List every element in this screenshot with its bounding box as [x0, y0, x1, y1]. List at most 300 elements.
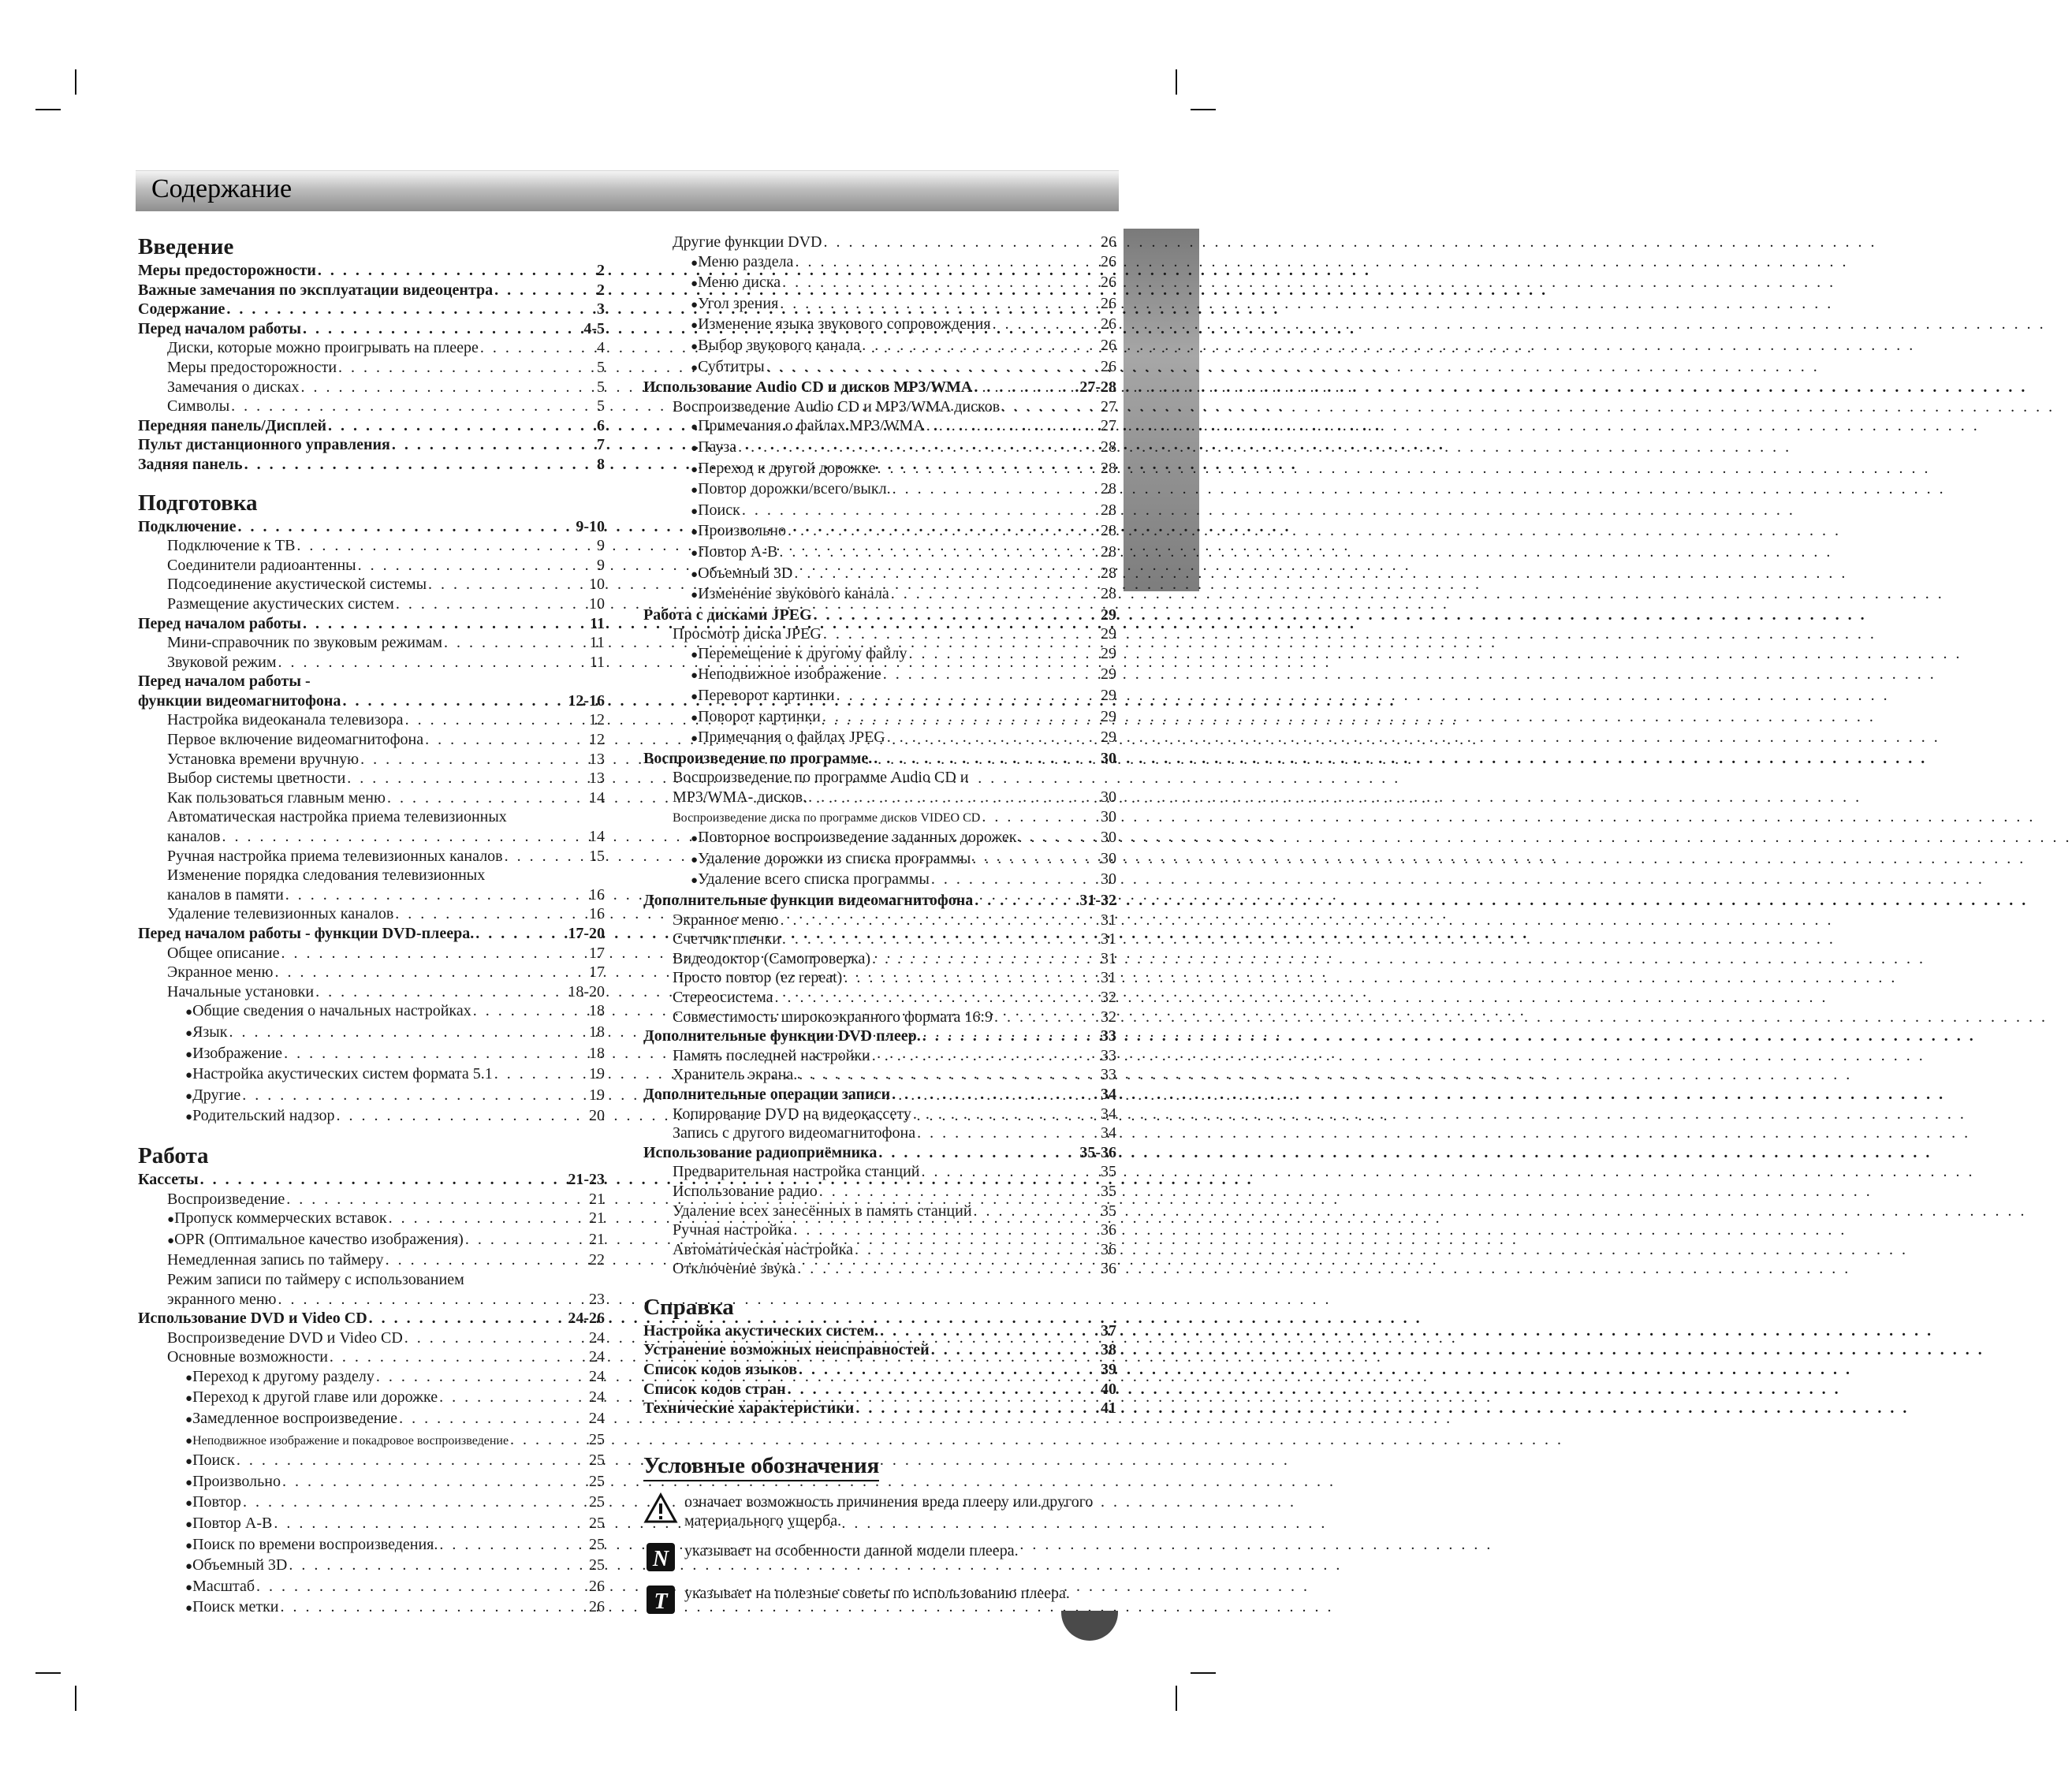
toc-entry	[138, 1064, 605, 1086]
toc-entry-label: Дополнительные операции записи	[643, 1085, 891, 1103]
toc-entry-label: Замедленное воспроизведение	[192, 1410, 398, 1428]
toc-page-number: 6	[597, 416, 605, 434]
toc-entry	[138, 416, 605, 436]
toc-entry	[643, 665, 1116, 686]
dot-leader	[911, 1105, 1099, 1124]
toc-entry	[643, 273, 1116, 294]
dot-leader	[792, 1220, 1099, 1240]
toc-entry	[138, 827, 605, 847]
toc-entry-label: Использование Audio CD и дисков MP3/WMA	[643, 378, 973, 397]
toc-page-number: 25	[589, 1515, 605, 1533]
section-heading: Подготовка	[138, 490, 258, 516]
dot-leader	[870, 1046, 1099, 1066]
toc-page-number: 29	[1101, 665, 1116, 684]
toc-page-number: 24	[589, 1328, 605, 1347]
toc-entry-label: Выбор системы цветности	[167, 769, 346, 788]
dot-leader	[877, 1143, 1078, 1163]
toc-page-number: 12	[589, 731, 605, 749]
toc-entry-label: Стереосистема	[673, 988, 773, 1006]
toc-entry-label: Мини-справочник по звуковым режимам	[167, 634, 443, 652]
toc-entry-label: Поиск	[192, 1451, 235, 1470]
toc-entry	[138, 435, 605, 455]
toc-entry	[643, 1259, 1116, 1279]
toc-page-number: 24	[589, 1348, 605, 1366]
toc-entry	[138, 536, 605, 556]
toc-entry	[643, 749, 1116, 769]
toc-entry-label: Меры предосторожности	[138, 262, 316, 279]
toc-entry-label: Просмотр диска JPEG	[673, 625, 822, 643]
dot-leader	[915, 1123, 1099, 1143]
toc-page-number: 38	[1101, 1341, 1116, 1359]
dot-leader	[335, 1106, 588, 1126]
dot-leader	[375, 1367, 587, 1387]
toc-entry	[643, 828, 1116, 849]
dot-leader	[427, 575, 587, 594]
toc-page-number: 10	[589, 576, 605, 594]
toc-page-number: 16	[589, 885, 605, 904]
toc-page-number: 17	[589, 963, 605, 982]
toc-entry	[138, 1001, 605, 1023]
toc-page-number: 39	[1101, 1361, 1116, 1379]
bullet-icon: ●	[185, 1602, 193, 1615]
toc-entry	[643, 1340, 1116, 1360]
dot-leader	[281, 1472, 587, 1492]
toc-entry	[643, 1162, 1116, 1182]
dot-leader	[356, 556, 595, 576]
toc-entry-label: Произвольно	[698, 522, 786, 540]
dot-leader	[471, 1001, 587, 1021]
bullet-icon: ●	[691, 298, 699, 311]
toc-entry	[643, 1085, 1116, 1105]
dot-leader	[891, 479, 1099, 499]
toc-page-number: 28	[1101, 542, 1116, 561]
toc-entry	[643, 624, 1116, 644]
bullet-icon: ●	[691, 833, 699, 846]
dot-leader	[229, 397, 595, 416]
toc-entry	[138, 788, 605, 808]
toc-entry-label: Работа с дисками JPEG	[643, 606, 812, 624]
svg-text:T: T	[654, 1589, 668, 1614]
tip-t-icon	[643, 1584, 678, 1615]
toc-entry-label: Удаление всех занесённых в память станций	[673, 1202, 972, 1220]
bullet-icon: ●	[167, 1213, 175, 1227]
dot-leader	[397, 1409, 587, 1429]
dot-leader	[925, 416, 1099, 436]
dot-leader	[930, 1340, 1099, 1360]
toc-entry-label: Язык	[192, 1023, 228, 1041]
bullet-icon: ●	[691, 874, 699, 888]
toc-entry-label: Автоматическая настройка	[673, 1240, 854, 1258]
toc-page-number: 30	[1101, 749, 1116, 767]
svg-text:N: N	[652, 1546, 669, 1571]
dot-leader	[326, 416, 595, 436]
legend-item-note	[643, 1541, 1116, 1573]
dot-leader	[279, 944, 587, 963]
toc-page-number: 28	[1101, 585, 1116, 603]
dot-leader	[890, 1085, 1099, 1105]
toc-entry-label: Начальные установки	[167, 982, 315, 1001]
toc-page-number: 36	[1101, 1221, 1116, 1239]
toc-entry-label: Подсоединение акустической системы	[167, 576, 427, 594]
toc-entry-label: Неподвижное изображение	[698, 665, 881, 684]
toc-page-number: 34	[1101, 1124, 1116, 1142]
dot-leader	[345, 769, 587, 788]
legend-text: указывает на полезные советы по использованию плеера.	[684, 1584, 1070, 1602]
toc-entry-label: Переход к другой главе или дорожке	[192, 1388, 438, 1407]
toc-right-entries	[643, 233, 1116, 1418]
toc-entry	[643, 849, 1116, 870]
toc-entry-label: Дополнительные функции видеомагнитофона	[643, 892, 974, 909]
toc-entry	[138, 1023, 605, 1044]
toc-entry	[138, 1230, 605, 1251]
toc-entry-label: Объемный 3D	[698, 564, 793, 582]
dot-leader	[778, 294, 1099, 314]
toc-entry-label: Изменение языка звукового сопровождения	[698, 315, 991, 334]
toc-entry-label: MP3/WMA- дисков.	[673, 788, 807, 807]
toc-entry	[138, 710, 605, 730]
dot-leader	[773, 988, 1099, 1008]
toc-entry	[643, 378, 1116, 397]
dot-leader	[786, 521, 1099, 541]
toc-entry-label: Изображение	[192, 1044, 283, 1062]
dot-leader	[272, 1514, 587, 1533]
dot-leader	[243, 455, 595, 475]
toc-page-number: 26	[1101, 294, 1116, 312]
section-heading: Работа	[138, 1142, 209, 1168]
toc-page-number: 13	[589, 750, 605, 768]
toc-entry-label: Задняя панель	[138, 455, 243, 473]
toc-entry-label: Переворот картинки	[698, 687, 835, 705]
dot-leader	[316, 261, 595, 281]
dot-leader	[972, 378, 1078, 397]
toc-entry-label: Первое включение видеомагнитофона	[167, 731, 424, 749]
legend	[643, 1418, 1116, 1615]
toc-page-number: 22	[589, 1251, 605, 1269]
crop-mark	[75, 1686, 76, 1711]
toc-page-number: 27	[1101, 417, 1116, 435]
toc-page-number: 30	[1101, 807, 1116, 825]
toc-entry-label: Замечания о дисках	[167, 378, 300, 396]
toc-entry-text: Автоматическая настройка приема телевизионных	[167, 808, 507, 826]
dot-leader	[367, 1309, 567, 1328]
dot-leader	[980, 807, 1099, 827]
toc-entry-label: Другие	[192, 1086, 241, 1104]
toc-entry	[138, 1190, 605, 1209]
dot-leader	[387, 1209, 587, 1228]
toc-entry-label: Воспроизведение диска по программе дисков VIDEO CD	[673, 810, 981, 825]
page-marker	[1061, 1611, 1118, 1641]
toc-page-number: 31	[1101, 949, 1116, 967]
toc-entry	[643, 233, 1116, 252]
dot-leader	[301, 319, 582, 339]
toc-page-number: 28	[1101, 564, 1116, 582]
toc-entry-label: функции видеомагнитофона	[138, 691, 341, 710]
toc-entry	[138, 338, 605, 358]
dot-leader	[919, 1162, 1099, 1182]
toc-page-number: 30	[1101, 849, 1116, 867]
toc-entry	[643, 1123, 1116, 1143]
toc-page-number: 28	[1101, 522, 1116, 540]
toc-entry	[643, 294, 1116, 315]
toc-entry-label: Масштаб	[192, 1577, 255, 1595]
toc-entry-label: Соединители радиоантенны	[167, 556, 356, 574]
note-n-icon	[643, 1541, 678, 1573]
toc-entry	[643, 1220, 1116, 1240]
dot-leader	[390, 435, 595, 455]
toc-page-number: 25	[589, 1535, 605, 1553]
dot-leader	[818, 1182, 1099, 1202]
toc-entry-label: Воспроизведение Audio CD и MP3/WMA дисков	[673, 397, 1001, 415]
toc-page-number: 30	[1101, 829, 1116, 847]
toc-page-number: 35-36	[1079, 1143, 1116, 1161]
toc-entry-label: Поворот картинки	[698, 707, 821, 725]
toc-entry-label: Настройка видеоканала телевизора	[167, 711, 404, 729]
dot-leader	[822, 233, 1099, 252]
toc-entry	[138, 1597, 605, 1619]
dot-leader	[973, 891, 1078, 911]
bullet-icon: ●	[691, 340, 699, 353]
toc-entry	[138, 358, 605, 378]
toc-page-number: 33	[1101, 1046, 1116, 1064]
toc-entry	[138, 847, 605, 866]
toc-page-number: 29	[1101, 644, 1116, 662]
toc-entry	[643, 336, 1116, 357]
dot-leader	[359, 750, 587, 769]
toc-entry-label: Устранение возможных неисправностей	[643, 1341, 930, 1359]
dot-leader	[853, 1240, 1099, 1260]
toc-entry-label: Повтор A-B	[698, 542, 778, 561]
dot-leader	[993, 1008, 1099, 1027]
toc-entry-label: Меню раздела	[698, 252, 794, 270]
toc-entry	[138, 556, 605, 576]
toc-entry	[643, 911, 1116, 930]
toc-entry	[643, 891, 1116, 911]
dot-leader	[287, 1556, 587, 1575]
toc-entry-label: Список кодов стран	[643, 1380, 786, 1398]
toc-entry-label: Неподвижное изображение и покадровое воспроизведение	[192, 1433, 509, 1448]
toc-entry	[138, 614, 605, 634]
toc-page-number: 41	[1101, 1399, 1116, 1418]
dot-leader	[442, 633, 588, 653]
toc-entry-label: Переход к другой дорожке	[698, 459, 876, 477]
bullet-icon: ●	[691, 568, 699, 581]
dot-leader	[779, 911, 1099, 930]
toc-right-column	[643, 233, 1116, 1615]
dot-leader	[781, 930, 1099, 949]
dot-leader	[503, 847, 587, 866]
toc-page-number: 34	[1101, 1105, 1116, 1123]
toc-page-number: 35	[1101, 1163, 1116, 1181]
bullet-icon: ●	[185, 1539, 193, 1552]
toc-entry	[138, 281, 605, 300]
dot-leader	[972, 1202, 1099, 1221]
toc-page-number: 11	[589, 653, 605, 671]
toc-page-number: 26	[1101, 233, 1116, 251]
bullet-icon: ●	[691, 278, 699, 291]
bullet-icon: ●	[691, 484, 699, 497]
toc-entry-label: Предварительная настройка станций	[673, 1163, 920, 1181]
toc-page-number: 30	[1101, 870, 1116, 889]
crop-mark	[1176, 69, 1177, 95]
toc-entry-label: Повтор дорожки/всего/выкл.	[698, 480, 891, 498]
toc-entry-label: Удаление дорожки из списка программы	[698, 849, 971, 867]
dot-leader	[384, 1250, 587, 1270]
toc-entry	[138, 378, 605, 397]
toc-page-number: 25	[589, 1472, 605, 1490]
toc-page-number: 31	[1101, 969, 1116, 987]
toc-entry	[643, 870, 1116, 891]
toc-entry-label: Дополнительные функции DVD плеер.	[643, 1027, 921, 1045]
legend-item-tip	[643, 1584, 1116, 1615]
bullet-icon: ●	[185, 1581, 193, 1594]
toc-entry	[643, 1008, 1116, 1027]
dot-leader	[241, 1492, 587, 1512]
toc-page-number: 28	[1101, 459, 1116, 477]
dot-leader	[277, 653, 588, 673]
dot-leader	[875, 459, 1099, 479]
toc-entry	[643, 1046, 1116, 1066]
toc-entry-label: Символы	[167, 397, 230, 415]
toc-entry-label: Запись с другого видеомагнитофона	[673, 1124, 916, 1142]
toc-entry-label: Счетчик пленки	[673, 930, 781, 948]
toc-page-number: 25	[589, 1556, 605, 1574]
bullet-icon: ●	[185, 1371, 193, 1384]
toc-entry	[643, 1399, 1116, 1418]
toc-entry-label: Использование DVD и Video CD	[138, 1310, 367, 1328]
dot-leader	[777, 542, 1099, 562]
dot-leader	[438, 1535, 587, 1555]
dot-leader	[792, 564, 1099, 583]
dot-leader	[404, 710, 587, 730]
toc-entry	[138, 575, 605, 594]
dot-leader	[854, 1399, 1099, 1418]
bullet-icon: ●	[691, 319, 699, 333]
toc-entry	[138, 1409, 605, 1430]
toc-entry-label: Удаление всего списка программы	[698, 870, 930, 889]
toc-entry	[643, 707, 1116, 728]
toc-entry-label: Звуковой режим	[167, 653, 277, 671]
dot-leader	[971, 849, 1099, 869]
dot-leader	[341, 691, 566, 711]
toc-entry	[138, 1086, 605, 1107]
toc-page-number: 26	[1101, 315, 1116, 334]
bullet-icon: ●	[691, 546, 699, 560]
bullet-icon: ●	[185, 1414, 193, 1427]
toc-entry-text: Режим записи по таймеру с использованием	[167, 1270, 464, 1288]
toc-entry	[138, 1328, 605, 1348]
toc-page-number: 5	[597, 397, 605, 415]
toc-page-number: 14	[589, 788, 605, 807]
toc-entry	[138, 1556, 605, 1577]
toc-left-column	[138, 233, 605, 1619]
toc-entry	[138, 1492, 605, 1514]
dot-leader	[860, 336, 1099, 356]
toc-entry-label: экранного меню	[167, 1290, 277, 1308]
bullet-icon: ●	[691, 505, 699, 518]
toc-entry	[643, 1360, 1116, 1380]
dot-leader	[797, 1360, 1099, 1380]
bullet-icon: ●	[185, 1048, 193, 1061]
toc-entry-label: Основные возможности	[167, 1348, 328, 1366]
legend-item-warning	[643, 1492, 1116, 1530]
toc-page-number: 13	[589, 769, 605, 788]
toc-entry-label: Настройка акустических систем формата 5.1	[192, 1065, 493, 1083]
toc-entry-label: каналов	[167, 828, 221, 846]
toc-entry-label: Переход к другому разделу	[192, 1367, 375, 1385]
toc-entry-label: Воспроизведение DVD и Video CD	[167, 1328, 403, 1347]
toc-entry	[643, 1105, 1116, 1124]
dot-leader	[479, 338, 595, 358]
toc-entry	[138, 1250, 605, 1270]
toc-entry	[138, 1209, 605, 1230]
toc-entry-label: Перед началом работы	[138, 614, 301, 632]
toc-entry-label: Выбор звукового канала	[698, 336, 861, 354]
toc-entry	[643, 584, 1116, 606]
toc-page-number: 27	[1101, 397, 1116, 415]
toc-entry-label: Удаление телевизионных каналов	[167, 905, 394, 923]
toc-entry	[138, 517, 605, 537]
toc-entry-label: Субтитры	[698, 357, 765, 375]
toc-entry-label: Произвольно	[192, 1472, 281, 1490]
toc-entry	[138, 1577, 605, 1598]
bullet-icon: ●	[691, 853, 699, 866]
toc-page-number: 31	[1101, 911, 1116, 929]
toc-page-number: 18	[589, 1002, 605, 1020]
toc-entry	[138, 1347, 605, 1367]
toc-entry-text: Изменение порядка следования телевизионных	[167, 866, 486, 885]
toc-page-number: 33	[1101, 1027, 1116, 1045]
toc-page-number: 26	[1101, 252, 1116, 270]
dot-leader	[284, 885, 587, 905]
bullet-icon: ●	[691, 361, 699, 374]
dot-leader	[255, 1577, 587, 1597]
toc-page-number: 28	[1101, 438, 1116, 456]
dot-leader	[314, 982, 566, 1002]
toc-page-number: 11	[590, 614, 605, 632]
toc-page-number: 24-26	[568, 1310, 605, 1328]
dot-leader	[295, 536, 595, 556]
bullet-icon: ●	[691, 648, 699, 661]
toc-entry-label: Родительский надзор	[192, 1107, 335, 1125]
dot-leader	[812, 606, 1099, 625]
toc-entry-label: Повтор A-B	[192, 1515, 273, 1533]
toc-page-number: 26	[589, 1598, 605, 1616]
toc-entry-label: Воспроизведение	[167, 1190, 285, 1208]
toc-entry	[138, 1106, 605, 1127]
dot-leader	[300, 378, 595, 397]
toc-page-number: 19	[589, 1086, 605, 1104]
section-heading: Введение	[138, 234, 234, 259]
toc-page-number: 26	[589, 1577, 605, 1595]
toc-page-number: 2	[597, 281, 605, 299]
dot-leader	[872, 749, 1099, 769]
toc-entry-label: Как пользоваться главным меню	[167, 788, 386, 807]
toc-page-number: 10	[589, 594, 605, 613]
toc-entry	[138, 300, 605, 319]
crop-mark	[35, 1672, 61, 1674]
dot-leader	[907, 644, 1099, 664]
dot-leader	[464, 1230, 587, 1250]
toc-page-number: 3	[597, 300, 605, 319]
bullet-icon: ●	[691, 711, 699, 725]
toc-entry	[138, 1367, 605, 1388]
toc-page-number: 32	[1101, 988, 1116, 1006]
dot-leader	[736, 438, 1099, 457]
toc-entry	[138, 963, 605, 982]
toc-entry	[138, 633, 605, 653]
bullet-icon: ●	[185, 1111, 193, 1124]
toc-page-number: 9	[597, 556, 605, 574]
